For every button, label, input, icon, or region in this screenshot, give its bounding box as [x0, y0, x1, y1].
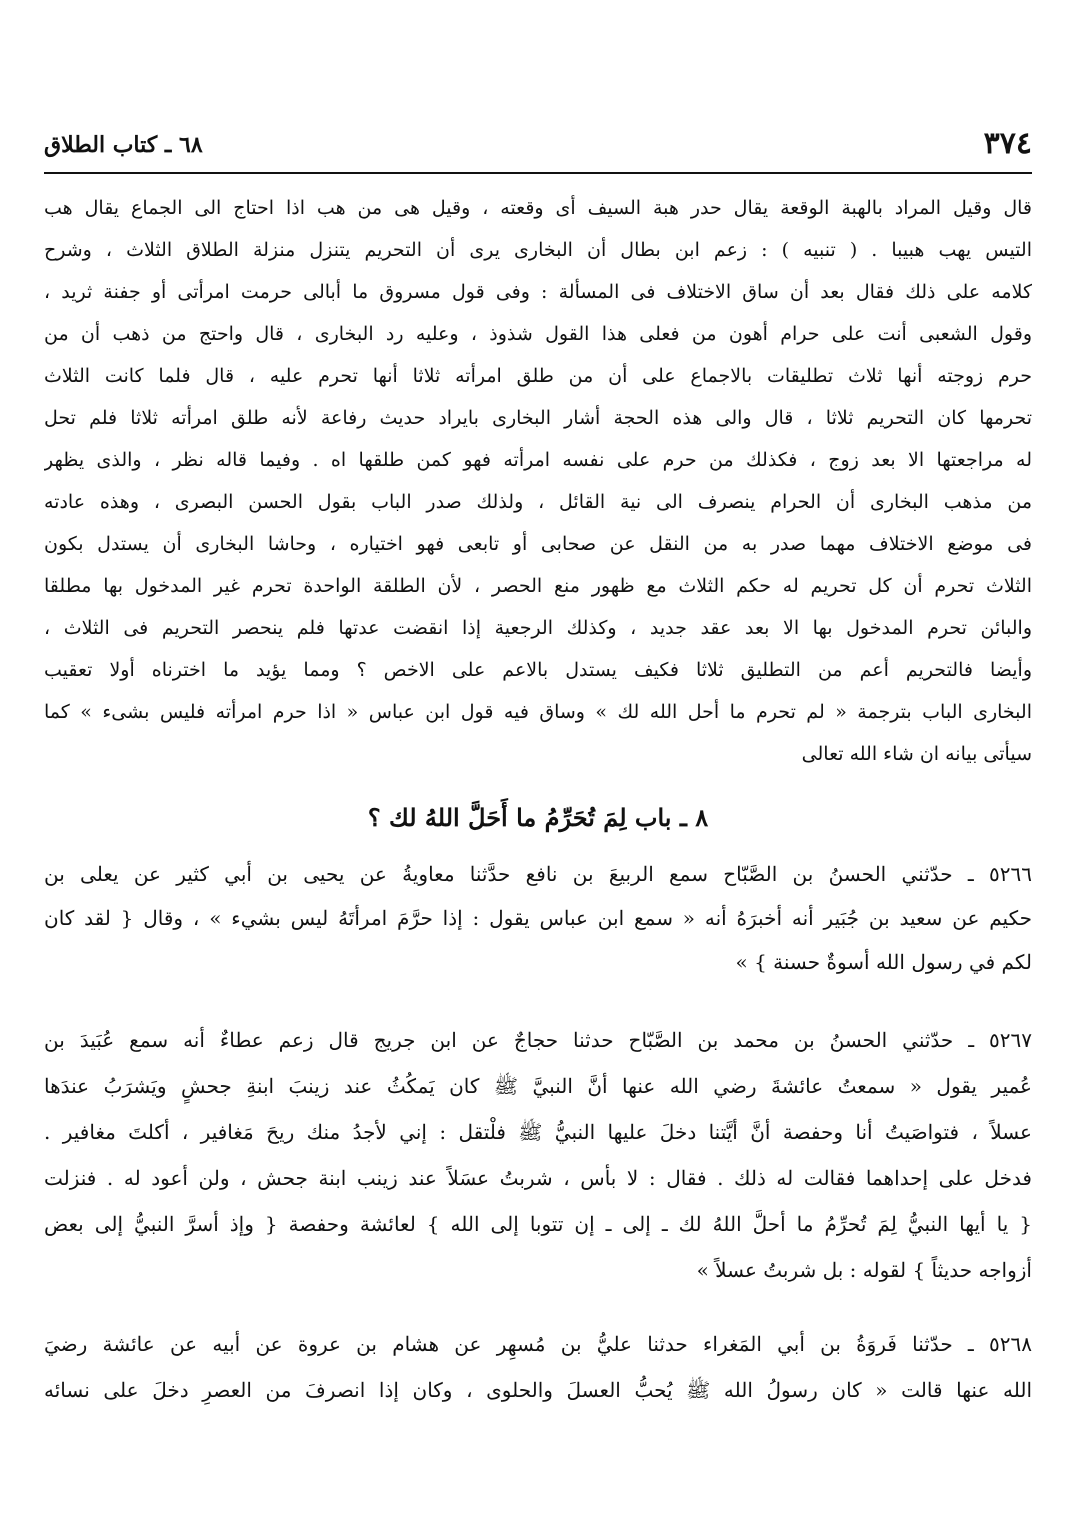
hadith-line: أزواجه حديثاً } لقوله : بل شربتُ عسلاً »: [696, 1258, 1032, 1282]
commentary-line: التيس يهب هبيبا . ( تنبيه ) : زعم ابن بطال أن البخارى يرى أن التحريم يتنزل منزلة الطلاق الثلاث ، وشرح: [44, 239, 1032, 261]
commentary-line: فى موضع الاختلاف مهما صدر به من النقل عن صحابى أو تابعى فهو اختياره ، وحاشا البخارى أن يستدل بكون: [44, 533, 1032, 555]
commentary-line: سيأتى بيانه ان شاء الله تعالى: [801, 743, 1032, 765]
commentary-line: كلامه على ذلك فقال بعد أن ساق الاختلاف فى المسألة : وفى قول مسروق ما أبالى حرمت امرأتى أو جفنة ثريد ،: [44, 281, 1032, 303]
commentary-line: له مراجعتها الا بعد زوج ، فكذلك من حرم على نفسه امرأته فهو كمن طلقها اه . وفيما قاله نظر ، والذى يظهر: [44, 449, 1032, 471]
commentary-line: من مذهب البخارى أن الحرام ينصرف الى نية القائل ، ولذلك صدر الباب بقول الحسن البصرى ، وهذه عادته: [44, 491, 1032, 513]
hadith-line: الله عنها قالت « كان رسولُ الله ﷺ يُحبُّ العسلَ والحلوى ، وكان إذا انصرفَ من العصرِ دخلَ على نسائه: [44, 1378, 1032, 1402]
commentary-line: تحرمها كان التحريم ثلاثا ، قال والى هذه الحجة أشار البخارى بايراد حديث رفاعة لأنه طلق امرأته ثلاثا فلم تحل: [44, 407, 1032, 429]
commentary-line: البخارى الباب بترجمة « لم تحرم ما أحل الله لك » وساق فيه قول ابن عباس « اذا حرم امرأته فليس بشىء » كما: [44, 701, 1032, 723]
commentary-line: قال وقيل المراد بالهبة الوقعة يقال حدر هبة السيف أى وقعته ، وقيل هى من هب اذا احتاج الى الجماع يقال هب: [44, 197, 1032, 219]
hadith-line: ٥٢٦٧ ـ حدّثني الحسنُ بن محمد بن الصَّبّاح حدثنا حجاجٌ عن ابن جريج قال زعم عطاءٌ أنه سمع عُبَيدَ بن: [44, 1028, 1032, 1052]
chapter-heading: ٨ ـ باب لِمَ تُحَرِّمُ ما أَحَلَّ اللهُ لك ؟: [367, 803, 709, 832]
commentary-line: وقول الشعبى أنت على حرام أهون من فعلى هذا القول شذوذ ، وعليه رد البخارى ، قال واحتج من ذهب أن من: [44, 323, 1032, 345]
page-number: ٣٧٤: [983, 126, 1032, 161]
hadith-line: عُمير يقول « سمعتُ عائشةَ رضي الله عنها أنَّ النبيَّ ﷺ كان يَمكُثُ عند زينبَ ابنةِ جحشٍ ويَشرَبُ عندَها: [44, 1074, 1032, 1098]
page-header: [44, 126, 1032, 166]
book-title: ٦٨ ـ كتاب الطلاق: [44, 132, 203, 158]
header-rule: [44, 172, 1032, 174]
hadith-line: عسلاً ، فتواصَيتُ أنا وحفصة أنَّ أيَّتنا دخلَ عليها النبيُّ ﷺ فلْتقل : إني لأجدُ منك ريحَ مَغافير ، أكلتَ مغافير .: [44, 1120, 1032, 1144]
hadith-line: لكم في رسول الله أسوةٌ حسنة } »: [735, 950, 1032, 974]
commentary-line: وأيضا فالتحريم أعم من التطليق ثلاثا فكيف يستدل بالاعم على الاخص ؟ ومما يؤيد ما اخترناه أولا تعقيب: [44, 659, 1032, 681]
commentary-line: والبائن تحرم المدخول بها الا بعد عقد جديد ، وكذلك الرجعية إذا انقضت عدتها فلم ينحصر التحريم فى الثلاث ،: [44, 617, 1032, 639]
hadith-line: ٥٢٦٦ ـ حدّثني الحسنُ بن الصَّبّاح سمع الربيعَ بن نافع حدَّثنا معاويةُ عن يحيى بن أبي كثير عن يعلى بن: [44, 862, 1032, 886]
hadith-line: فدخل على إحداهما فقالت له ذلك . فقال : لا بأس ، شربتُ عسَلاً عند زينب ابنة جحش ، ولن أعود له . فنزلت: [44, 1166, 1032, 1190]
hadith-line: { يا أيها النبيُّ لِمَ تُحرِّمُ ما أحلَّ اللهُ لك ـ إلى ـ إن تتوبا إلى الله } لعائشة وحفصة { وإذ أسرَّ النبيُّ إلى بعض: [44, 1212, 1032, 1236]
commentary-line: حرم زوجته أنها ثلاث تطليقات بالاجماع على أن من طلق امرأته ثلاثا أنها تحرم عليه ، قال فلما كانت الثلاث: [44, 365, 1032, 387]
hadith-line: حكيم عن سعيد بن جُبَير أنه أخبرَهُ أنه « سمع ابن عباس يقول : إذا حرَّمَ امرأتَهُ ليس بشيء » ، وقال { لقد كان: [44, 906, 1032, 930]
commentary-line: الثلاث تحرم أن كل تحريم له حكم الثلاث مع ظهور منع الحصر ، لأن الطلقة الواحدة تحرم غير المدخول بها مطلقا: [44, 575, 1032, 597]
hadith-line: ٥٢٦٨ ـ حدّثنا فَروَةُ بن أبي المَغراء حدثنا عليُّ بن مُسهِر عن هشام بن عروة عن أبيه عن عائشة رضيَ: [44, 1332, 1032, 1356]
